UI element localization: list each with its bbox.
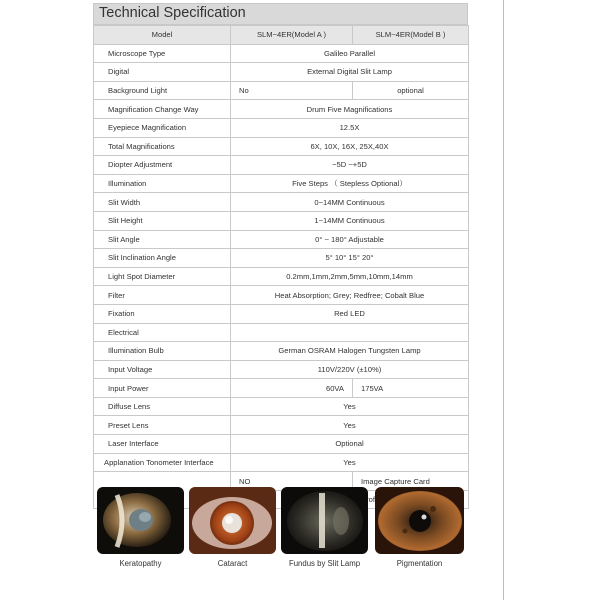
row-label: Digital bbox=[94, 63, 231, 82]
row-label: Background Light bbox=[94, 81, 231, 100]
row-value: Red LED bbox=[231, 304, 469, 323]
row-value: Heat Absorption; Grey; Redfree; Cobalt Blue bbox=[231, 286, 469, 305]
row-value: Galileo Parallel bbox=[231, 44, 469, 63]
row-label: Eyepiece Magnification bbox=[94, 118, 231, 137]
table-row bbox=[94, 211, 469, 230]
row-label: Laser Interface bbox=[94, 435, 231, 454]
table-row bbox=[94, 379, 469, 398]
header-model-a: SLM~4ER(Model A ) bbox=[231, 26, 353, 45]
row-value: 0.2mm,1mm,2mm,5mm,10mm,14mm bbox=[231, 267, 469, 286]
eye-image-pigmentation bbox=[375, 487, 464, 554]
photo-pigmentation bbox=[375, 487, 464, 554]
row-label: Microscope Type bbox=[94, 44, 231, 63]
eye-image-keratopathy bbox=[97, 487, 184, 554]
row-value: 110V/220V (±10%) bbox=[231, 360, 469, 379]
row-value: Yes bbox=[231, 453, 469, 472]
row-label: Slit Height bbox=[94, 211, 231, 230]
table-row bbox=[94, 156, 469, 175]
table-row bbox=[94, 193, 469, 212]
row-label: Illumination Bulb bbox=[94, 342, 231, 361]
table-row bbox=[94, 267, 469, 286]
table-row-header bbox=[94, 26, 469, 45]
table-row bbox=[94, 174, 469, 193]
table-row bbox=[94, 249, 469, 268]
row-label: Slit Width bbox=[94, 193, 231, 212]
row-label: Slit Angle bbox=[94, 230, 231, 249]
row-value: Five Steps （ Stepless Optional） bbox=[231, 174, 469, 193]
row-label: Total Magnifications bbox=[94, 137, 231, 156]
row-value: Optional bbox=[231, 435, 469, 454]
header-model-b: SLM~4ER(Model B ) bbox=[353, 26, 469, 45]
row-value-b: 175VA bbox=[353, 379, 469, 398]
table-row bbox=[94, 323, 469, 342]
photo-keratopathy bbox=[97, 487, 184, 554]
eye-image-fundus bbox=[281, 487, 368, 554]
row-value: 0~14MM Continuous bbox=[231, 193, 469, 212]
row-value-b: Image Capture Card bbox=[353, 472, 469, 491]
row-value: 1~14MM Continuous bbox=[231, 211, 469, 230]
row-label: Illumination bbox=[94, 174, 231, 193]
row-value-a: 60VA bbox=[231, 379, 353, 398]
table-row bbox=[94, 81, 469, 100]
row-label: Input Voltage bbox=[94, 360, 231, 379]
caption-cataract: Cataract bbox=[217, 559, 248, 568]
row-label: Light Spot Diameter bbox=[94, 267, 231, 286]
photo-fundus bbox=[281, 487, 368, 554]
table-row bbox=[94, 360, 469, 379]
row-label: Electrical bbox=[94, 323, 231, 342]
row-label: Preset Lens bbox=[94, 416, 231, 435]
table-row bbox=[94, 435, 469, 454]
caption-keratopathy: Keratopathy bbox=[119, 559, 162, 568]
photo-cataract bbox=[189, 487, 276, 554]
row-value: 0° ~ 180° Adjustable bbox=[231, 230, 469, 249]
table-row bbox=[94, 63, 469, 82]
table-row bbox=[94, 230, 469, 249]
eye-image-cataract bbox=[189, 487, 276, 554]
caption-pigmentation: Pigmentation bbox=[396, 559, 443, 568]
row-value: Yes bbox=[231, 397, 469, 416]
row-value-a: NO bbox=[231, 472, 353, 491]
spec-table bbox=[93, 25, 469, 509]
table-row bbox=[94, 44, 469, 63]
table-row bbox=[94, 137, 469, 156]
photo-strip bbox=[93, 487, 468, 572]
table-row bbox=[94, 286, 469, 305]
row-value-b: optional bbox=[353, 81, 469, 100]
row-label: Filter bbox=[94, 286, 231, 305]
row-value: Yes bbox=[231, 416, 469, 435]
row-value: 5° 10° 15° 20° bbox=[231, 249, 469, 268]
row-label: Applanation Tonometer Interface bbox=[94, 453, 231, 472]
row-label: Magnification Change Way bbox=[94, 100, 231, 119]
table-row bbox=[94, 453, 469, 472]
row-value-a: No bbox=[231, 81, 353, 100]
row-label: Slit Inclination Angle bbox=[94, 249, 231, 268]
page-border bbox=[503, 0, 504, 600]
caption-fundus: Fundus by Slit Lamp bbox=[288, 559, 361, 568]
table-row bbox=[94, 342, 469, 361]
row-value: German OSRAM Halogen Tungsten Lamp bbox=[231, 342, 469, 361]
row-label: Fixation bbox=[94, 304, 231, 323]
table-row bbox=[94, 304, 469, 323]
table-row bbox=[94, 100, 469, 119]
row-value: Drum Five Magnifications bbox=[231, 100, 469, 119]
row-value: External Digital Slit Lamp bbox=[231, 63, 469, 82]
row-label: Diffuse Lens bbox=[94, 397, 231, 416]
table-row bbox=[94, 416, 469, 435]
row-label: Diopter Adjustment bbox=[94, 156, 231, 175]
table-row bbox=[94, 118, 469, 137]
row-value: 12.5X bbox=[231, 118, 469, 137]
table-row bbox=[94, 397, 469, 416]
header-label: Model bbox=[94, 26, 231, 45]
row-value: 6X, 10X, 16X, 25X,40X bbox=[231, 137, 469, 156]
page-title: Technical Specification bbox=[99, 5, 246, 21]
row-value: −5D ~+5D bbox=[231, 156, 469, 175]
row-label: Input Power bbox=[94, 379, 231, 398]
row-value bbox=[231, 323, 469, 342]
title-bar bbox=[93, 3, 468, 25]
